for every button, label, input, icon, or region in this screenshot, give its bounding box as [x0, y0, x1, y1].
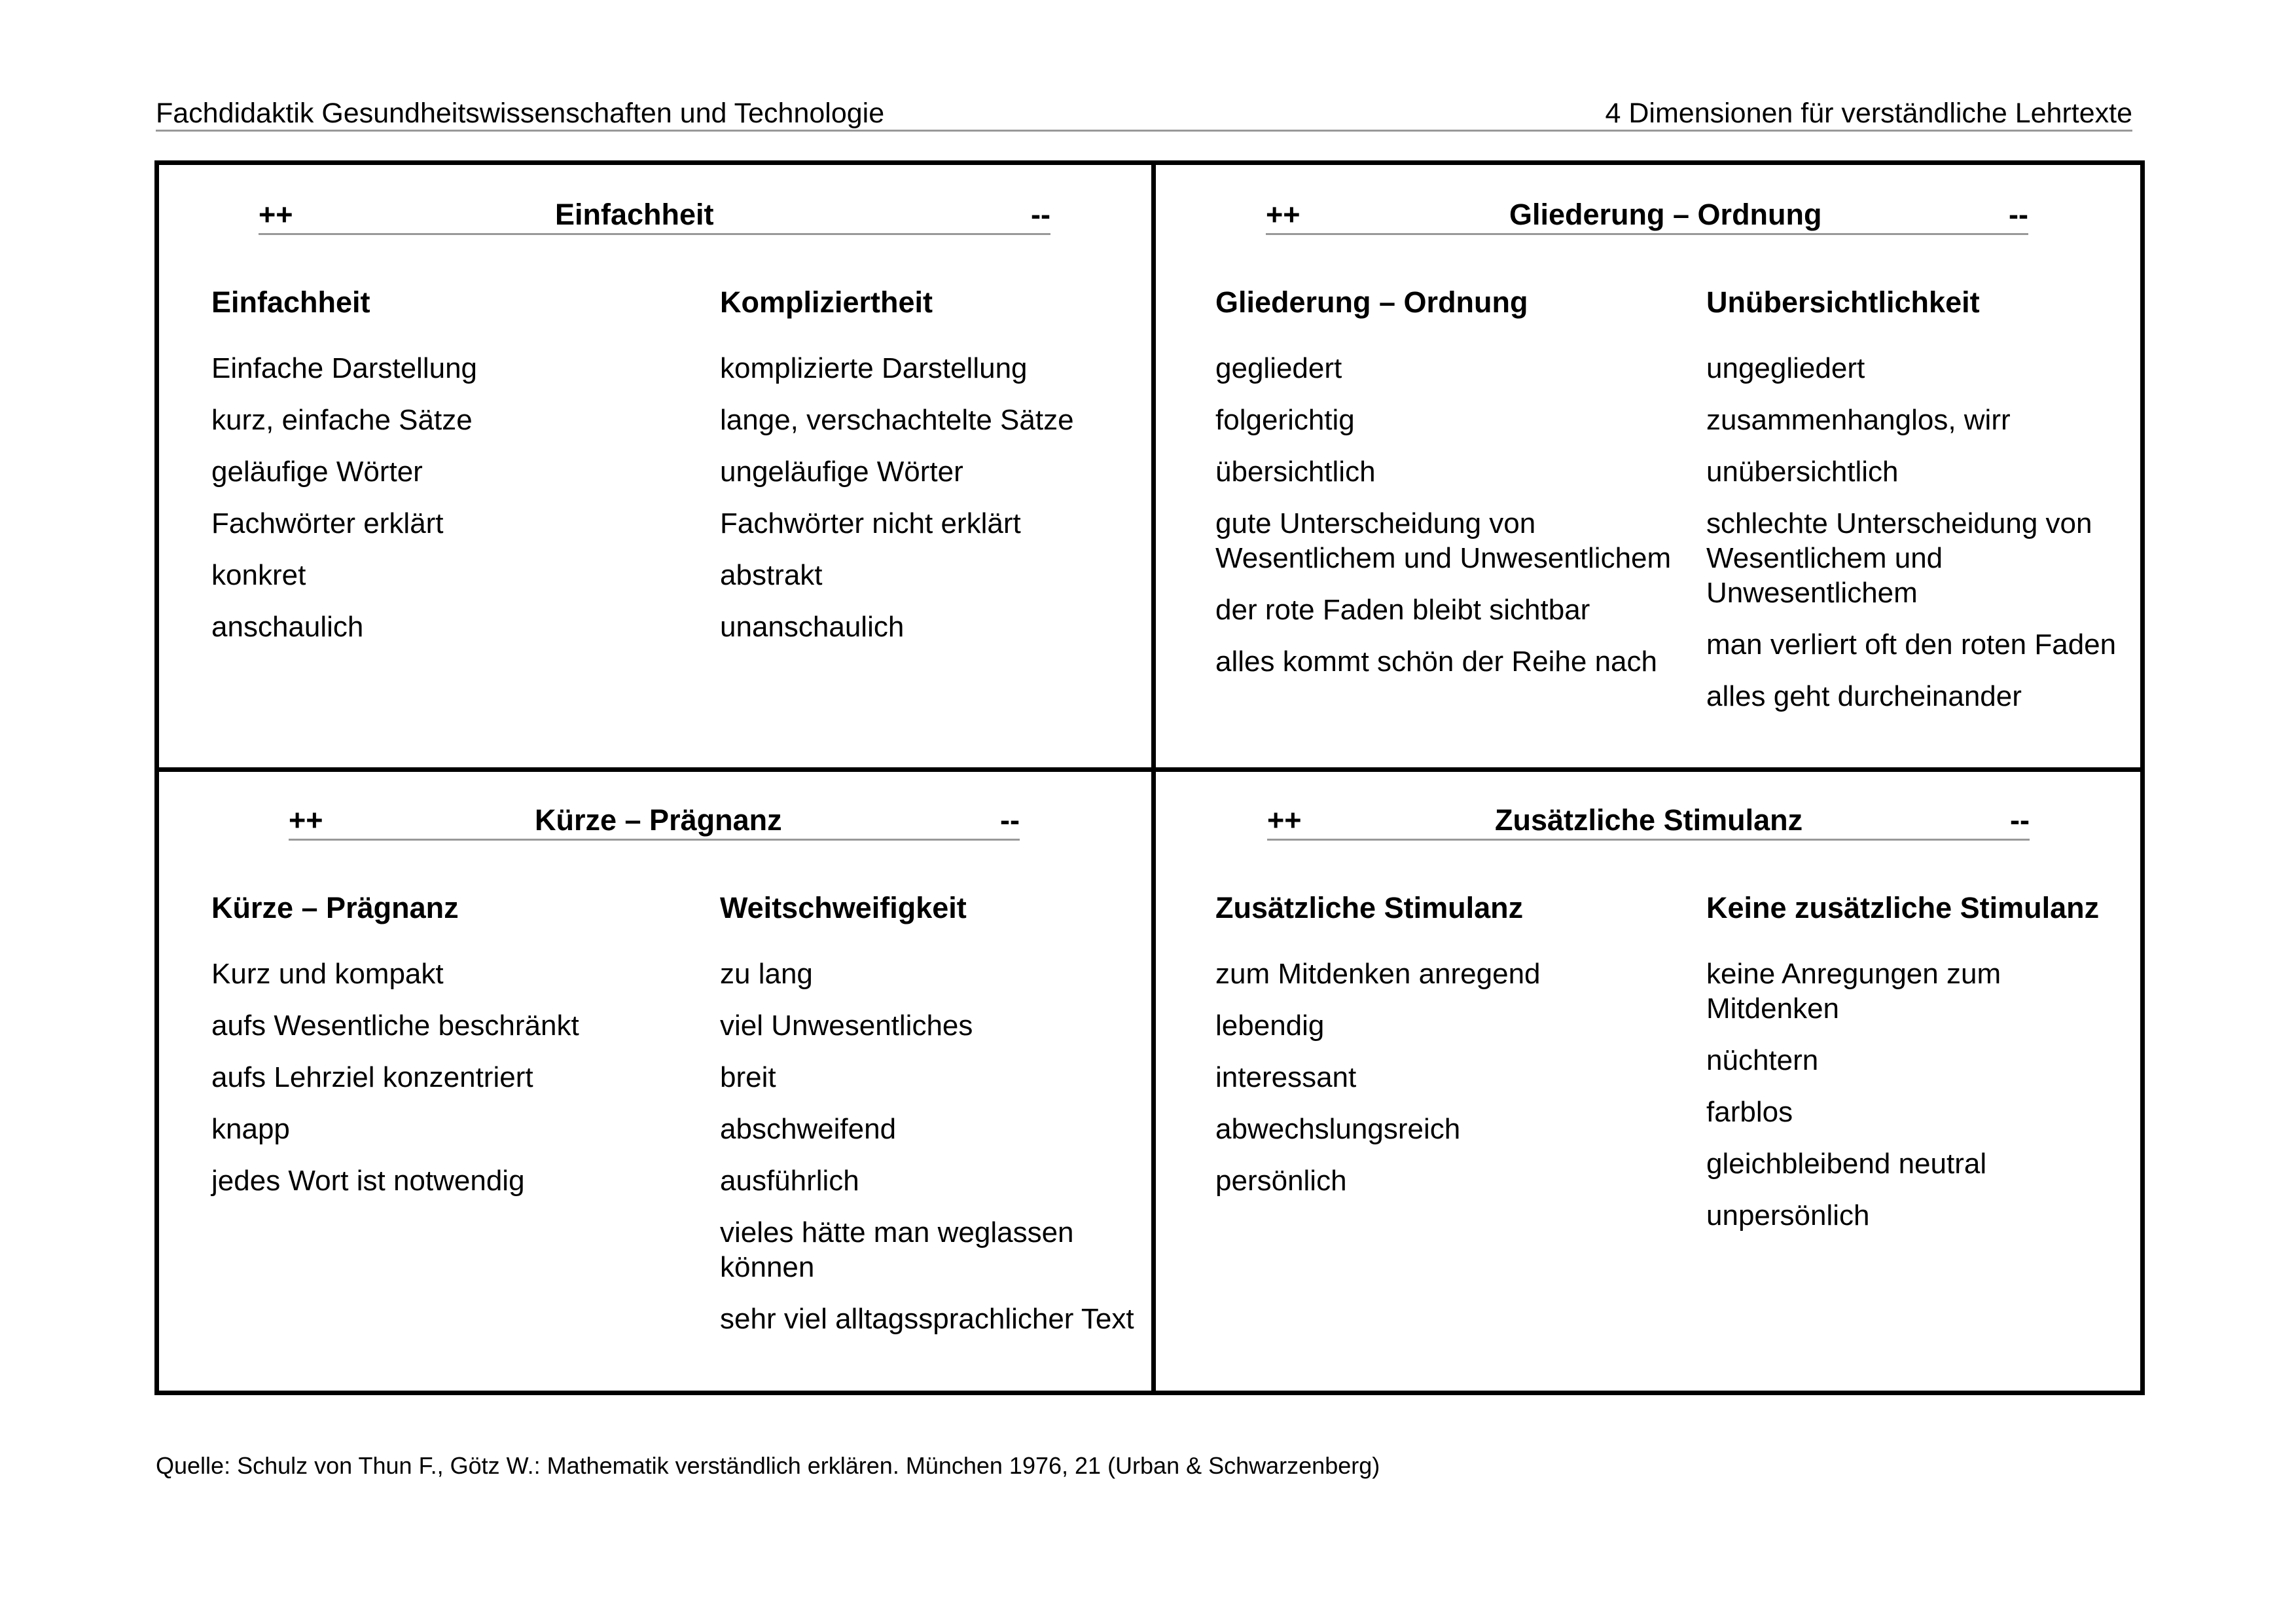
list-item: unanschaulich [720, 611, 905, 643]
plus-marker: ++ [289, 803, 323, 837]
header-course-title: Fachdidaktik Gesundheitswissenschaften und Technologie [156, 98, 885, 129]
quadrant-title-bar [259, 196, 1050, 235]
list-item: sehr viel alltagssprachlicher Text [720, 1303, 1134, 1335]
list-item: ungegliedert [1706, 352, 1865, 384]
list-item: schlechte Unterscheidung von Wesentlichem und Unwesentlichem [1706, 507, 2092, 609]
list-item: persönlich [1215, 1165, 1347, 1197]
list-item: unpersönlich [1706, 1199, 1870, 1231]
page-header [156, 97, 2132, 132]
positive-list [1215, 957, 1674, 1198]
positive-list [211, 351, 683, 644]
list-item: breit [720, 1061, 776, 1093]
positive-column-heading: Gliederung – Ordnung [1215, 285, 1528, 319]
negative-column-heading: Weitschweifigkeit [720, 891, 967, 924]
list-item: viel Unwesentliches [720, 1010, 973, 1042]
quadrant-title: Kürze – Prägnanz [535, 803, 782, 837]
quadrant-title: Zusätzliche Stimulanz [1495, 803, 1803, 837]
list-item: zu lang [720, 958, 813, 990]
plus-marker: ++ [259, 198, 293, 231]
list-item: zusammenhanglos, wirr [1706, 404, 2011, 436]
positive-column [211, 284, 683, 661]
list-item: folgerichtig [1215, 404, 1355, 436]
header-document-title: 4 Dimensionen für verständliche Lehrtexte [1605, 98, 2132, 129]
positive-column [1215, 284, 1674, 696]
list-item: gegliedert [1215, 352, 1342, 384]
negative-list [1706, 957, 2132, 1233]
list-item: farblos [1706, 1096, 1793, 1128]
positive-list [1215, 351, 1674, 679]
plus-marker: ++ [1267, 803, 1302, 837]
list-item: komplizierte Darstellung [720, 352, 1028, 384]
positive-column-heading: Kürze – Prägnanz [211, 891, 459, 924]
quadrant-title: Einfachheit [555, 198, 714, 231]
quadrant-zusaetzliche-stimulanz [1156, 772, 2140, 1391]
list-item: ungeläufige Wörter [720, 456, 963, 488]
list-item: keine Anregungen zum Mitdenken [1706, 958, 2001, 1025]
negative-column [720, 284, 1139, 661]
negative-column [1706, 890, 2132, 1250]
positive-column-heading: Einfachheit [211, 285, 370, 319]
list-item: vieles hätte man weglassen können [720, 1216, 1074, 1283]
negative-column [720, 890, 1139, 1353]
positive-list [211, 957, 683, 1198]
negative-column-heading: Kompliziertheit [720, 285, 933, 319]
list-item: Fachwörter nicht erklärt [720, 507, 1021, 539]
list-item: abwechslungsreich [1215, 1113, 1461, 1145]
list-item: Einfache Darstellung [211, 352, 478, 384]
positive-column-heading: Zusätzliche Stimulanz [1215, 891, 1524, 924]
grid-horizontal-divider [159, 767, 2140, 772]
minus-marker: -- [2009, 198, 2028, 231]
list-item: alles kommt schön der Reihe nach [1215, 646, 1657, 678]
list-item: zum Mitdenken anregend [1215, 958, 1541, 990]
negative-column-heading: Keine zusätzliche Stimulanz [1706, 891, 2100, 924]
list-item: gleichbleibend neutral [1706, 1148, 1987, 1180]
list-item: ausführlich [720, 1165, 859, 1197]
negative-list [720, 351, 1139, 644]
negative-column-heading: Unübersichtlichkeit [1706, 285, 1980, 319]
list-item: unübersichtlich [1706, 456, 1899, 488]
list-item: alles geht durcheinander [1706, 680, 2022, 712]
grid-vertical-divider [1151, 165, 1156, 1391]
list-item: geläufige Wörter [211, 456, 423, 488]
source-footnote: Quelle: Schulz von Thun F., Götz W.: Mathematik verständlich erklären. München 1976, 21 (Urban & Schwarzenberg) [156, 1452, 1380, 1479]
quadrant-kuerze-praegnanz [159, 772, 1151, 1391]
list-item: lebendig [1215, 1010, 1325, 1042]
quadrant-einfachheit [159, 165, 1151, 767]
list-item: konkret [211, 559, 306, 591]
minus-marker: -- [1031, 198, 1050, 231]
quadrant-title: Gliederung – Ordnung [1509, 198, 1822, 231]
list-item: kurz, einfache Sätze [211, 404, 473, 436]
list-item: jedes Wort ist notwendig [211, 1165, 525, 1197]
dimensions-grid [154, 160, 2145, 1395]
list-item: abschweifend [720, 1113, 897, 1145]
list-item: Kurz und kompakt [211, 958, 444, 990]
list-item: aufs Wesentliche beschränkt [211, 1010, 579, 1042]
negative-list [720, 957, 1139, 1336]
list-item: anschaulich [211, 611, 364, 643]
list-item: lange, verschachtelte Sätze [720, 404, 1074, 436]
list-item: abstrakt [720, 559, 823, 591]
list-item: nüchtern [1706, 1044, 1819, 1076]
minus-marker: -- [2010, 803, 2030, 837]
list-item: interessant [1215, 1061, 1357, 1093]
negative-column [1706, 284, 2132, 731]
minus-marker: -- [1000, 803, 1020, 837]
quadrant-title-bar [1266, 196, 2028, 235]
negative-list [1706, 351, 2132, 714]
list-item: gute Unterscheidung von Wesentlichem und Unwesentlichem [1215, 507, 1672, 574]
quadrant-title-bar [1267, 802, 2030, 841]
list-item: übersichtlich [1215, 456, 1376, 488]
list-item: der rote Faden bleibt sichtbar [1215, 594, 1590, 626]
list-item: man verliert oft den roten Faden [1706, 629, 2117, 661]
quadrant-title-bar [289, 802, 1020, 841]
list-item: aufs Lehrziel konzentriert [211, 1061, 533, 1093]
list-item: knapp [211, 1113, 290, 1145]
plus-marker: ++ [1266, 198, 1300, 231]
positive-column [1215, 890, 1674, 1215]
quadrant-gliederung-ordnung [1156, 165, 2140, 767]
list-item: Fachwörter erklärt [211, 507, 444, 539]
positive-column [211, 890, 683, 1215]
